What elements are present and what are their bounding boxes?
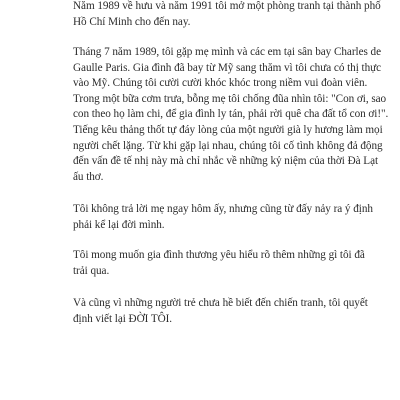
paragraph-retirement [73,0,400,30]
text-line: Năm 1989 về hưu và năm 1991 tôi mở một phòng tranh tại thành phố [73,0,381,12]
text-line: con theo họ làm chi, để gia đình ly tán, phải rời quê cha đất tổ con ơi!". [73,108,389,121]
text-line: người chết lặng. Từ khi gặp lại nhau, chúng tôi cố tình không đả động [73,139,383,152]
paragraph-intention [73,202,400,233]
text-line: Gaulle Paris. Gia đình đã bay từ Mỹ sang thăm vì tôi chưa có thị thực [73,61,382,74]
text-line: Tháng 7 năm 1989, tôi gặp mẹ mình và các em tại sân bay Charles de [73,46,381,58]
text-line: trải qua. [73,264,110,277]
text-line: Tôi không trả lời mẹ ngay hôm ấy, nhưng cũng từ đấy nảy ra ý định [73,203,373,215]
paragraph-reunion [73,45,400,185]
text-line: vào Mỹ. Chúng tôi cười cười khóc khóc trong niềm vui đoàn viên. [73,77,368,90]
paragraph-closing [73,296,400,327]
text-line: Tiếng kêu thảng thốt tự đáy lòng của một người già ly hương làm mọi [73,123,383,136]
text-line: ấu thơ. [73,170,104,183]
text-line: Trong một bữa cơm trưa, bỗng mẹ tôi chống đũa nhìn tôi: "Con ơi, sao [73,92,387,105]
text-line: Tôi mong muốn gia đình thương yêu hiểu rõ thêm những gì tôi đã [73,249,365,261]
text-line: Và cũng vì những người trẻ chưa hề biết đến chiến tranh, tôi quyết [73,297,368,309]
text-line: định viết lại ĐỜI TÔI. [73,312,173,325]
text-line: Hồ Chí Minh cho đến nay. [73,15,191,28]
text-line: phải kể lại đời mình. [73,218,165,231]
paragraph-family-wish [73,248,400,279]
text-line: đến vấn đề tế nhị này mà chỉ nhắc về những kỷ niệm của thời Đà Lạt [73,155,379,168]
